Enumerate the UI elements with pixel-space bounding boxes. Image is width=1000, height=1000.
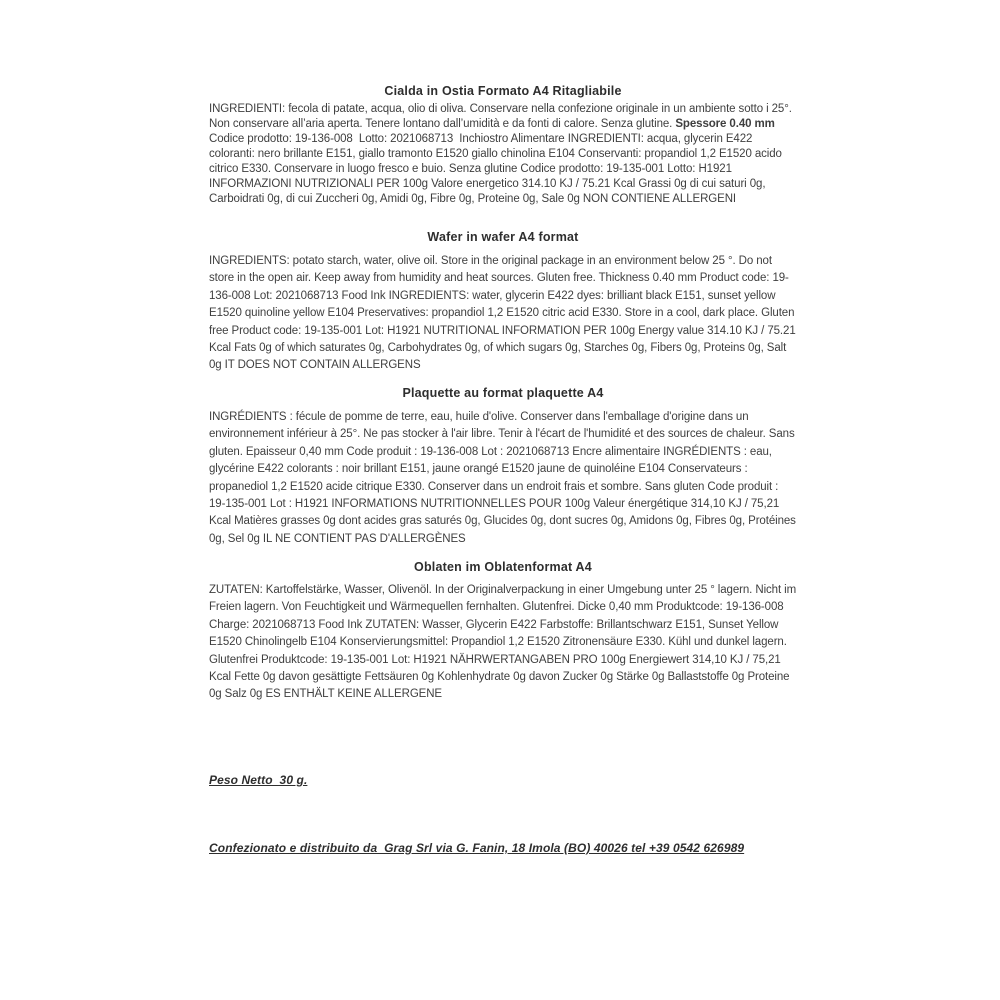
italian-text-end: Codice prodotto: 19-136-008 Lotto: 2021068713 Inchiostro Alimentare INGREDIENTI: acqua, glycerin E422 coloranti: nero brillante E151, giallo tramonto E1520 giallo chinolina E104 Conservanti: propandiol 1,2 E1520 acido citrico E330. Conservare in luogo fresco e buio. Senza glutine Codice prodotto: 19-135-001 Lotto: H1921 INFORMAZIONI NUTRIZIONALI PER 100g Valore energetico 314.10 KJ / 75.21 Kcal Grassi 0g di cui saturi 0g, Carboidrati 0g, di cui Zuccheri 0g, Amidi 0g, Fibre 0g, Proteine 0g, Sale 0g NON CONTIENE ALLERGENI: [209, 118, 785, 205]
paragraph-french: INGRÉDIENTS : fécule de pomme de terre, eau, huile d'olive. Conserver dans l'emballage d'origine dans un environnement inférieur à 25°. Ne pas stocker à l'air libre. Tenir à l'écart de l'humidité et des sources de chaleur. Sans gluten. Epaisseur 0,40 mm Code produit : 19-136-008 Lot : 2021068713 Encre alimentaire INGRÉDIENTS : eau, glycérine E422 colorants : noir brillant E151, jaune orangé E1520 jaune de quinoléine E104 Conservateurs : propanediol 1,2 E1520 acide citrique E330. Conserver dans un endroit frais et sombre. Sans gluten Code produit : 19-135-001 Lot : H1921 INFORMATIONS NUTRITIONNELLES POUR 100g Valeur énergétique 314,10 KJ / 75,21 Kcal Matières grasses 0g dont acides gras saturés 0g, Glucides 0g, dont sucres 0g, Amidons 0g, Fibres 0g, Protéines 0g, Sel 0g IL NE CONTIENT PAS D'ALLERGÈNES: [209, 411, 799, 545]
paragraph-german: ZUTATEN: Kartoffelstärke, Wasser, Olivenöl. In der Originalverpackung in einer Umgebung unter 25 ° lagern. Nicht im Freien lagern. Von Feuchtigkeit und Wärmequellen fernhalten. Glutenfrei. Dicke 0,40 mm Produktcode: 19-136-008 Charge: 2021068713 Food Ink ZUTATEN: Wasser, Glycerin E422 Farbstoffe: Brillantschwarz E151, Sunset Yellow E1520 Chinolingelb E104 Konservierungsmittel: Propandiol 1,2 E1520 Zitronensäure E330. Kühl und dunkel lagern. Glutenfrei Produktcode: 19-135-001 Lot: H1921 NÄHRWERTANGABEN PRO 100g Energiewert 314,10 KJ / 75,21 Kcal Fette 0g davon gesättigte Fettsäuren 0g Kohlenhydrate 0g davon Zucker 0g Stärke 0g Ballaststoffe 0g Proteine 0g Salz 0g ES ENTHÄLT KEINE ALLERGENE: [209, 584, 800, 701]
section-title-french: Plaquette au format plaquette A4: [402, 386, 604, 400]
paragraph-english: INGREDIENTS: potato starch, water, olive oil. Store in the original package in an environment below 25 °. Do not store in the open air. Keep away from humidity and heat sources. Gluten free. Thickness 0.40 mm Product code: 19-136-008 Lot: 2021068713 Food Ink INGREDIENTS: water, glycerin E422 dyes: brilliant black E151, sunset yellow E1520 quinoline yellow E104 Preservatives: propandiol 1,2 E1520 citric acid E330. Store in a cool, dark place. Gluten free Product code: 19-135-001 Lot: H1921 NUTRITIONAL INFORMATION PER 100g Energy value 314.10 KJ / 75.21 Kcal Fats 0g of which saturates 0g, Carbohydrates 0g, of which sugars 0g, Starches 0g, Fibers 0g, Proteins 0g, Salt 0g IT DOES NOT CONTAIN ALLERGENS: [209, 255, 799, 372]
section-title-italian: Cialda in Ostia Formato A4 Ritagliabile: [384, 84, 622, 98]
paragraph-italian: [209, 102, 797, 207]
net-weight-line: Peso Netto 30 g.: [209, 773, 308, 787]
italian-text-thickness-bold: Spessore 0.40 mm: [675, 118, 775, 130]
section-title-german: Oblaten im Oblatenformat A4: [414, 560, 592, 574]
distributor-line: Confezionato e distribuito da Grag Srl via G. Fanin, 18 Imola (BO) 40026 tel +39 0542 626989: [209, 841, 745, 855]
italian-text-start: INGREDIENTI: fecola di patate, acqua, olio di oliva. Conservare nella confezione originale in un ambiente sotto i 25°. Non conservare all’aria aperta. Tenere lontano dall’umidità e da fonti di calore. Senza glutine.: [209, 103, 795, 130]
section-title-english: Wafer in wafer A4 format: [427, 230, 579, 244]
